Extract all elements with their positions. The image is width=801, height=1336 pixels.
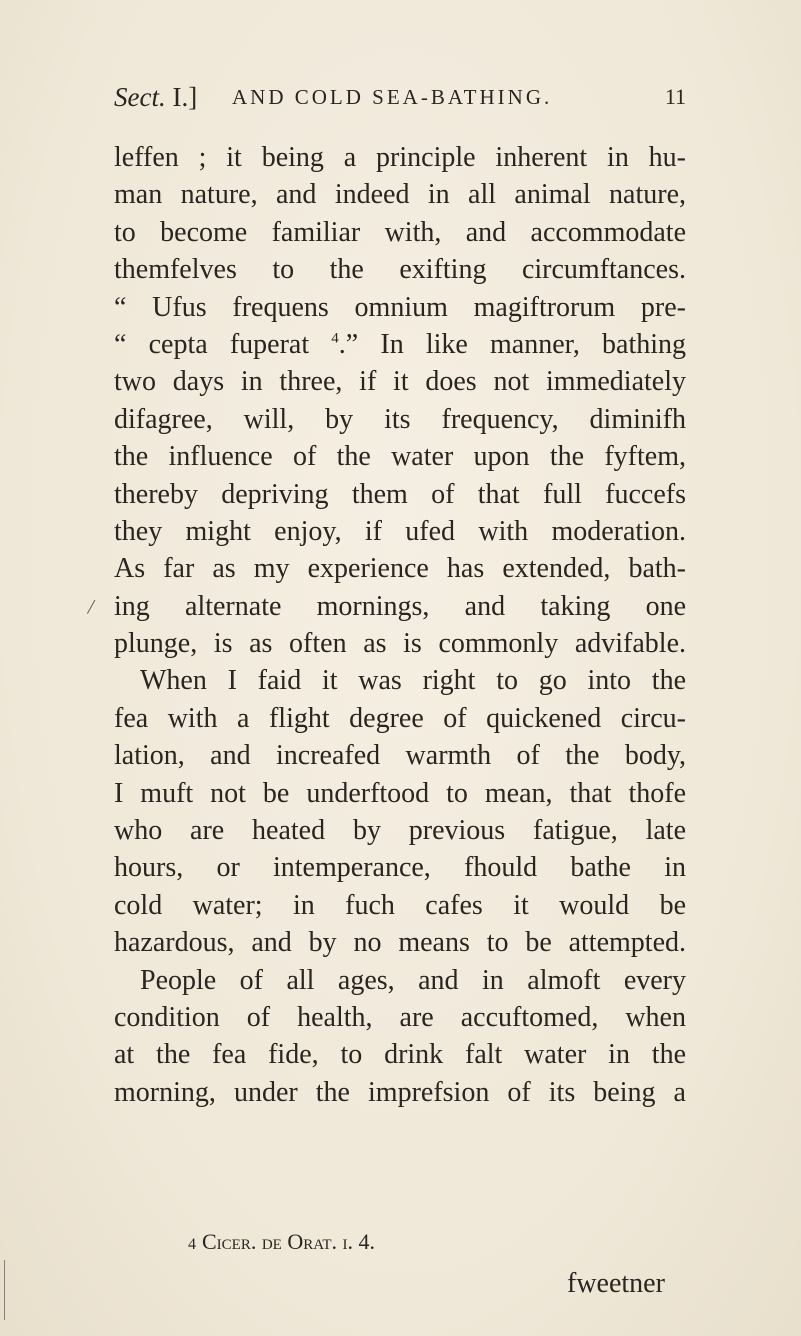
text-line: leffen ; it being a principle inherent in hu- (114, 142, 686, 173)
text-line: morning, under the imprefsion of its being a (114, 1076, 686, 1108)
text-line: themfelves to the exifting circumftances. (114, 254, 686, 286)
text-line: thereby depriving them of that full fuccefs (114, 478, 686, 510)
text-line: man nature, and indeed in all animal nature, (114, 179, 686, 211)
text-line: to become familiar with, and accommodate (114, 216, 686, 248)
footnote (188, 1229, 375, 1255)
catchword: fweetner (567, 1268, 665, 1299)
text-fragment: .” In like manner, bathing (338, 328, 687, 360)
text-line: cold water; in fuch cafes it would be (114, 889, 686, 921)
footnote-ref: 4 (331, 330, 339, 347)
section-label: Sect. I.] (114, 82, 198, 112)
text-line: who are heated by previous fatigue, late (114, 815, 686, 847)
text-line: at the fea fide, to drink falt water in the (114, 1039, 686, 1071)
text-line: lation, and increafed warmth of the body, (114, 740, 686, 772)
footnote-mark: 4 (188, 1236, 196, 1253)
text-line: difagree, will, by its frequency, diminifh (114, 403, 686, 435)
text-line: the influence of the water upon the fyftem, (114, 441, 686, 473)
text-line: ing alternate mornings, and taking one (114, 590, 686, 622)
text-line: plunge, is as often as is commonly advifable. (114, 628, 686, 660)
margin-mark: / (85, 593, 97, 620)
text-line: fea with a flight degree of quickened circu- (114, 702, 686, 734)
text-line: hours, or intemperance, fhould bathe in (114, 852, 686, 884)
text-fragment: “ cepta fuperat (114, 328, 310, 360)
text-line: hazardous, and by no means to be attempted. (114, 927, 686, 959)
running-title: AND COLD SEA-BATHING. (232, 85, 553, 109)
text-line: I muft not be underftood to mean, that thofe (114, 777, 686, 809)
page-edge-line (4, 1260, 5, 1320)
running-header (114, 82, 686, 116)
body-text (114, 139, 686, 1111)
footnote-text: Cicer. de Orat. i. 4. (202, 1229, 376, 1254)
text-line: two days in three, if it does not immediately (114, 366, 686, 398)
text-line: condition of health, are accuftomed, when (114, 1001, 686, 1033)
text-line: “ Ufus frequens omnium magiftrorum pre- (114, 291, 686, 323)
text-line-with-footnote-ref (114, 326, 686, 363)
text-line: As far as my experience has extended, bath- (114, 553, 686, 585)
text-line: they might enjoy, if ufed with moderation. (114, 515, 686, 547)
page-number: 11 (664, 84, 686, 109)
text-line: When I faid it was right to go into the (140, 665, 686, 697)
text-line: People of all ages, and in almoft every (140, 964, 686, 996)
